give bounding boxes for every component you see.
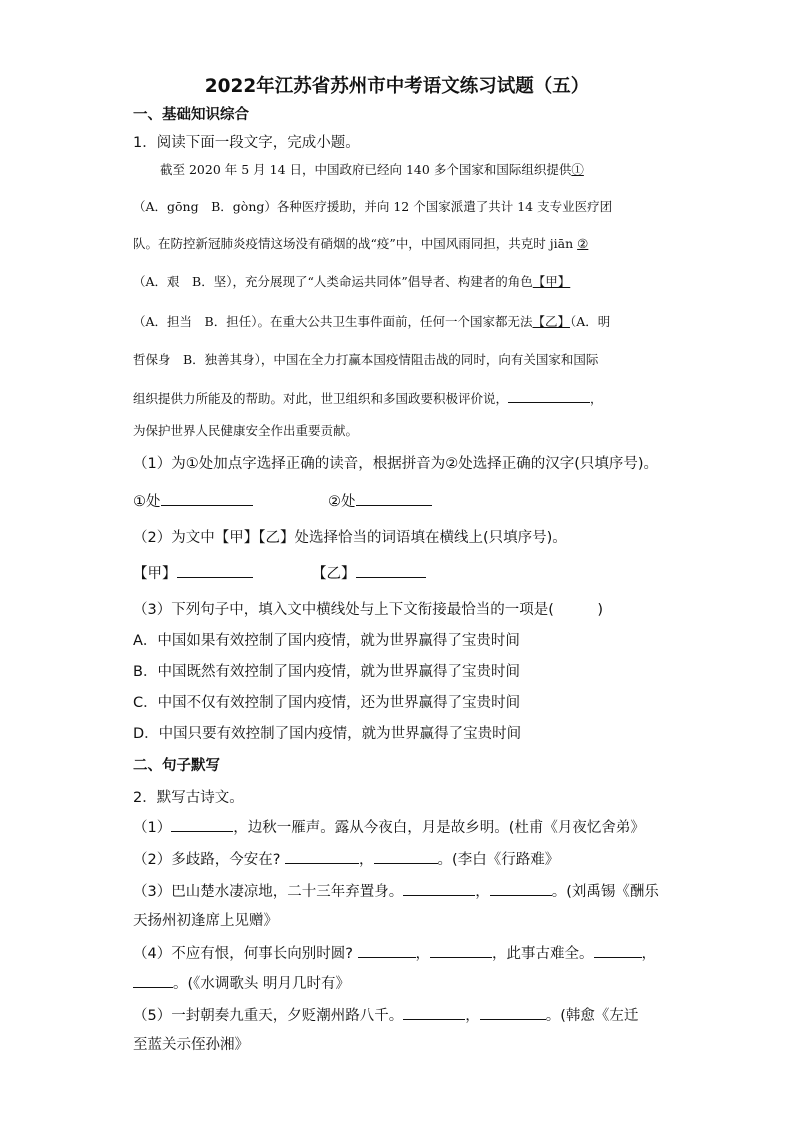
passage-line-4 bbox=[133, 272, 570, 290]
poem-item-4 bbox=[133, 942, 656, 963]
poem-item-3-cont: 天扬州初逢席上见赠》 bbox=[133, 913, 278, 929]
option-a[interactable]: A．中国如果有效控制了国内疫情，就为世界赢得了宝贵时间 bbox=[133, 633, 520, 649]
fill-blank[interactable] bbox=[508, 388, 590, 403]
section-heading-basic-knowledge: 一、基础知识综合 bbox=[133, 107, 249, 123]
poem-blank[interactable] bbox=[403, 1005, 465, 1020]
poem-comma: ， bbox=[415, 946, 431, 962]
poem-item-4-cont bbox=[133, 972, 350, 993]
answer-label: ①处 bbox=[133, 494, 161, 510]
poem-text: （2）多歧路，今安在? bbox=[133, 852, 286, 868]
page-title: 2022年江苏省苏州市中考语文练习试题（五） bbox=[204, 76, 590, 97]
poem-text: 。(刘禹锡《酬乐 bbox=[551, 884, 659, 900]
poem-blank[interactable] bbox=[594, 943, 642, 958]
passage-line-3 bbox=[133, 234, 588, 252]
answer-2-a bbox=[133, 562, 253, 583]
passage-line-7 bbox=[133, 388, 603, 407]
poem-blank[interactable] bbox=[358, 943, 416, 958]
poem-comma: ， bbox=[465, 1008, 480, 1024]
poem-blank[interactable] bbox=[403, 881, 475, 896]
answer-label: 【甲】 bbox=[133, 566, 177, 582]
answer-1-a bbox=[133, 490, 253, 511]
poem-item-5-cont: 至蓝关示侄孙湘》 bbox=[133, 1037, 249, 1053]
passage-text: （A．担当 B．担任）。在重大公共卫生事件面前，任何一个国家都无法 bbox=[133, 314, 533, 329]
poem-text: ，边秋一雁声。露从今夜白，月是故乡明。(杜甫《月夜忆舍弟》 bbox=[233, 820, 645, 836]
answer-1-b bbox=[328, 490, 432, 511]
poem-text: （5）一封朝奏九重天，夕贬潮州路八千。 bbox=[133, 1008, 404, 1024]
poem-item-1 bbox=[133, 816, 645, 837]
passage-text: 队。在防控新冠肺炎疫情这场没有硝烟的战“疫”中，中国风雨同担，共克时 jiān bbox=[133, 236, 578, 251]
answer-blank[interactable] bbox=[356, 563, 426, 578]
answer-blank[interactable] bbox=[356, 491, 432, 506]
poem-text: （3）巴山楚水凄凉地，二十三年弃置身。 bbox=[133, 884, 404, 900]
poem-blank[interactable] bbox=[171, 817, 233, 832]
sub-question-1: （1）为①处加点字选择正确的读音，根据拼音为②处选择正确的汉字(只填序号)。 bbox=[133, 456, 659, 472]
option-d[interactable]: D．中国只要有效控制了国内疫情，就为世界赢得了宝贵时间 bbox=[133, 726, 522, 742]
poem-text: （1） bbox=[133, 820, 172, 836]
answer-label: ②处 bbox=[328, 494, 356, 510]
passage-text: 截至 2020 年 5 月 14 日，中国政府已经向 140 多个国家和国际组织提供 bbox=[160, 162, 572, 177]
answer-2-b bbox=[312, 562, 426, 583]
answer-blank[interactable] bbox=[161, 491, 253, 506]
question-1-intro: 1．阅读下面一段文字，完成小题。 bbox=[133, 135, 360, 151]
poem-comma: ， bbox=[641, 946, 657, 962]
poem-text: 。(《水调歌头 明月几时有》 bbox=[173, 976, 351, 992]
poem-item-3 bbox=[133, 880, 659, 901]
poem-text: 。(韩愈《左迁 bbox=[545, 1008, 639, 1024]
poem-text: ，此事古难全。 bbox=[492, 946, 594, 962]
passage-line-6: 哲保身 B．独善其身），中国在全力打赢本国疫情阻击战的同时，向有关国家和国际 bbox=[133, 352, 599, 367]
marker-jia: 【甲】 bbox=[532, 274, 571, 289]
marker-1: ① bbox=[571, 162, 584, 177]
marker-2: ② bbox=[577, 236, 589, 251]
poem-blank[interactable] bbox=[490, 881, 552, 896]
answer-blank[interactable] bbox=[177, 563, 253, 578]
section-heading-dictation: 二、句子默写 bbox=[133, 758, 220, 774]
poem-comma: ， bbox=[359, 852, 374, 868]
answer-label: 【乙】 bbox=[312, 566, 356, 582]
poem-blank[interactable] bbox=[133, 973, 173, 988]
option-c[interactable]: C．中国不仅有效控制了国内疫情，还为世界赢得了宝贵时间 bbox=[133, 695, 521, 711]
poem-item-2 bbox=[133, 848, 559, 869]
passage-text: （A．艰 B．坚），充分展现了“人类命运共同体”倡导者、构建者的角色 bbox=[133, 274, 533, 289]
passage-line-2: （A．gōng B．gòng）各种医疗援助，并向 12 个国家派遣了共计 14 支专业医疗团 bbox=[133, 199, 613, 214]
passage-text: 组织提供力所能及的帮助。对此，世卫组织和多国政要积极评价说， bbox=[133, 391, 509, 406]
passage-text: （A．明 bbox=[569, 314, 611, 329]
passage-line-8: 为保护世界人民健康安全作出重要贡献。 bbox=[133, 423, 359, 438]
sub-question-2: （2）为文中【甲】【乙】处选择恰当的词语填在横线上(只填序号)。 bbox=[133, 530, 567, 546]
sub-question-3: （3）下列句子中，填入文中横线处与上下文衔接最恰当的一项是( ) bbox=[133, 602, 604, 618]
poem-text: （4）不应有恨，何事长向别时圆? bbox=[133, 946, 358, 962]
poem-blank[interactable] bbox=[430, 943, 492, 958]
question-2-intro: 2．默写古诗文。 bbox=[133, 790, 244, 806]
poem-item-5 bbox=[133, 1004, 638, 1025]
passage-text: ， bbox=[590, 391, 603, 406]
marker-yi: 【乙】 bbox=[532, 314, 570, 329]
poem-blank[interactable] bbox=[285, 849, 359, 864]
passage-line-5 bbox=[133, 312, 610, 330]
option-b[interactable]: B．中国既然有效控制了国内疫情，就为世界赢得了宝贵时间 bbox=[133, 664, 520, 680]
passage-line-1 bbox=[160, 160, 584, 178]
poem-blank[interactable] bbox=[480, 1005, 546, 1020]
poem-comma: ， bbox=[475, 884, 490, 900]
poem-blank[interactable] bbox=[374, 849, 438, 864]
poem-text: 。(李白《行路难》 bbox=[437, 852, 560, 868]
